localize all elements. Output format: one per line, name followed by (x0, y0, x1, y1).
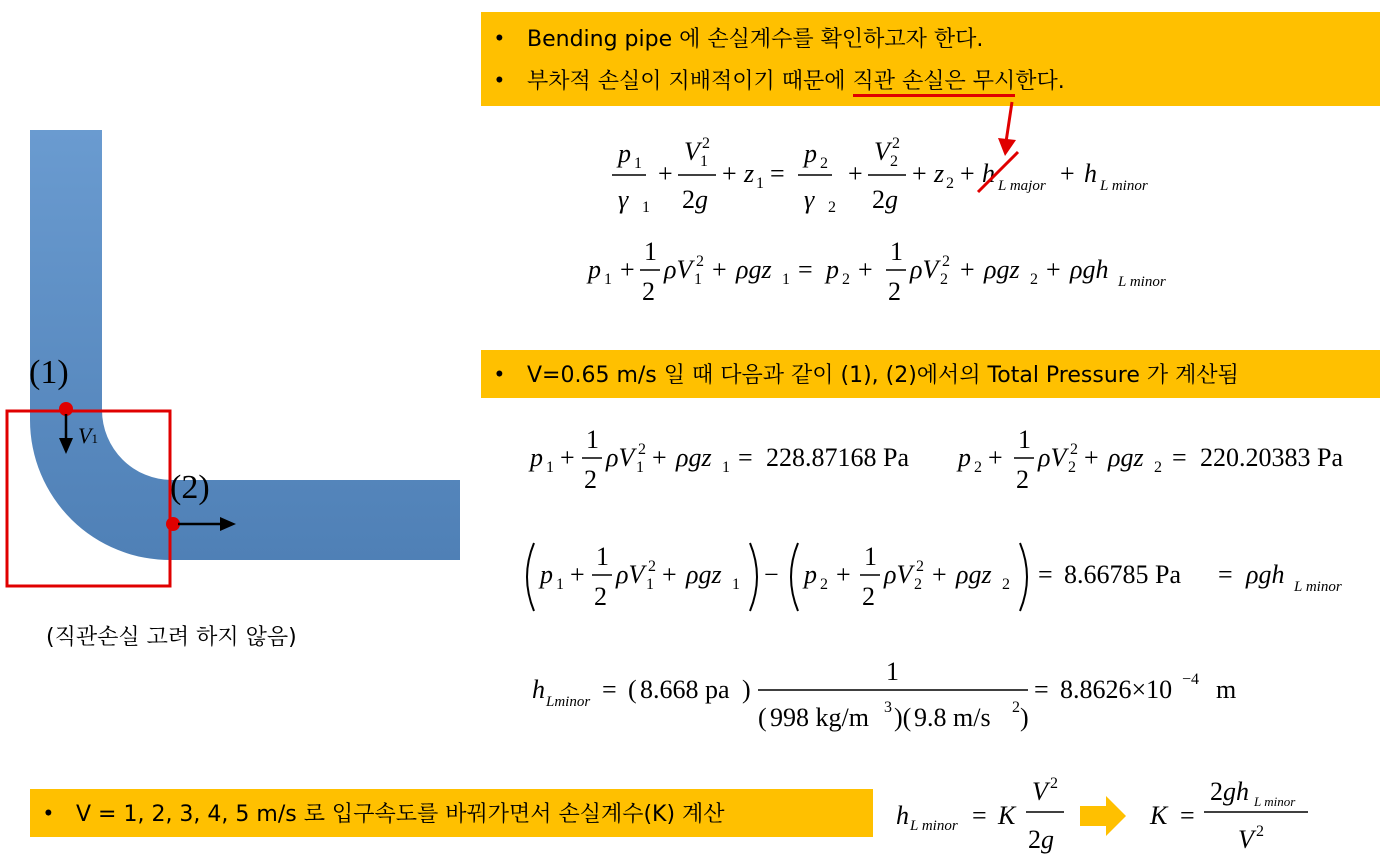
svg-text:ρgh: ρgh (1246, 560, 1285, 589)
svg-text:V: V (684, 137, 700, 166)
svg-text:2: 2 (648, 558, 656, 575)
svg-text:+: + (960, 159, 975, 188)
svg-text:2: 2 (974, 459, 982, 476)
svg-text:2: 2 (1154, 459, 1162, 476)
svg-text:K: K (1150, 801, 1168, 830)
svg-text:1: 1 (636, 459, 644, 476)
svg-text:+: + (1046, 255, 1061, 284)
svg-text:2g: 2g (682, 185, 708, 214)
svg-text:2: 2 (1256, 823, 1264, 840)
svg-text:+: + (722, 159, 737, 188)
svg-text:ρV: ρV (606, 443, 635, 472)
svg-text:2: 2 (916, 558, 924, 575)
svg-text:=: = (1172, 443, 1187, 472)
diagram-caption: (직관손실 고려 하지 않음) (46, 625, 297, 650)
svg-text:2: 2 (696, 253, 704, 270)
svg-text:+: + (712, 255, 727, 284)
total-p2-value: 220.20383 Pa (1200, 443, 1343, 472)
svg-text:1: 1 (890, 237, 903, 266)
svg-text:z: z (934, 159, 945, 188)
svg-text:2: 2 (1016, 465, 1029, 494)
svg-text:2: 2 (638, 441, 646, 458)
svg-text:+: + (1060, 159, 1075, 188)
svg-text:2: 2 (584, 465, 597, 494)
svg-text:K: K (998, 801, 1016, 830)
svg-text:2: 2 (842, 271, 850, 288)
svg-text:−4: −4 (1182, 671, 1200, 688)
svg-text:)(: )( (894, 703, 912, 732)
svg-text:2: 2 (888, 277, 901, 306)
svg-text:L minor: L minor (1254, 794, 1296, 809)
svg-text:p: p (588, 255, 601, 284)
svg-text:2: 2 (892, 135, 900, 152)
svg-text:2: 2 (820, 576, 828, 593)
svg-text:1: 1 (756, 175, 764, 192)
bernoulli-pressure-equation (586, 232, 1196, 319)
svg-text:h: h (532, 675, 545, 704)
svg-text:2: 2 (594, 582, 607, 611)
svg-text:+: + (836, 560, 851, 589)
svg-text:p: p (804, 560, 817, 589)
svg-text:1: 1 (1018, 425, 1031, 454)
svg-text:2: 2 (942, 253, 950, 270)
svg-text:γ: γ (618, 185, 629, 214)
svg-text:1: 1 (642, 199, 650, 216)
bernoulli-head-equation (606, 130, 1206, 227)
svg-text:1: 1 (700, 153, 708, 170)
svg-text:=: = (770, 159, 785, 188)
svg-text:L minor: L minor (1294, 579, 1342, 595)
svg-text:1: 1 (782, 271, 790, 288)
pressure-difference-equation (520, 535, 1350, 626)
svg-text:=: = (972, 801, 987, 830)
svg-text:2: 2 (642, 277, 655, 306)
svg-text:2: 2 (940, 271, 948, 288)
loss-coefficient-formula (894, 770, 1324, 863)
svg-text:2: 2 (1030, 271, 1038, 288)
svg-text:L minor: L minor (1100, 178, 1148, 194)
svg-text:h: h (896, 801, 909, 830)
svg-text:ρV: ρV (910, 255, 939, 284)
svg-text:ρgz: ρgz (686, 560, 722, 589)
svg-text:=: = (1180, 801, 1195, 830)
svg-text:2: 2 (1002, 576, 1010, 593)
svg-text:ρgz: ρgz (676, 443, 712, 472)
ignored-loss-highlight: 직관 손실은 무시 (853, 69, 1016, 97)
svg-text:): ) (1020, 703, 1029, 732)
svg-text:h: h (982, 159, 995, 188)
svg-text:1: 1 (644, 237, 657, 266)
svg-text:+: + (560, 443, 575, 472)
top-banner-line-1: • Bending pipe 에 손실계수를 확인하고자 한다. (495, 25, 984, 52)
svg-text:ρV: ρV (616, 560, 645, 589)
svg-text:2: 2 (702, 135, 710, 152)
svg-text:+: + (858, 255, 873, 284)
top-banner-line-2: • 부차적 손실이 지배적이기 때문에 직관 손실은 무시한다. (495, 64, 1065, 95)
svg-text:+: + (848, 159, 863, 188)
velocity-label: V1 (78, 423, 98, 448)
svg-text:m: m (1216, 675, 1237, 704)
point-1-label: (1) (29, 354, 69, 391)
svg-text:+: + (570, 560, 585, 589)
svg-text:p: p (958, 443, 971, 472)
svg-text:(: ( (758, 703, 767, 732)
point-1-marker (59, 402, 73, 416)
svg-text:=: = (602, 675, 617, 704)
bottom-banner-line: • V = 1, 2, 3, 4, 5 m/s 로 입구속도를 바꿔가면서 손실계수(K) 계산 (44, 800, 725, 827)
svg-text:2: 2 (1050, 775, 1058, 792)
svg-text:1: 1 (604, 271, 612, 288)
svg-text:1: 1 (722, 459, 730, 476)
svg-text:1: 1 (864, 542, 877, 571)
pressure-difference-value: 8.66785 Pa (1064, 560, 1181, 589)
svg-text:p: p (540, 560, 553, 589)
svg-text:=: = (1218, 560, 1233, 589)
svg-text:9.8 m/s: 9.8 m/s (914, 703, 991, 732)
bottom-banner (30, 789, 873, 837)
svg-text:=: = (1034, 675, 1049, 704)
svg-text:=: = (738, 443, 753, 472)
svg-text:h: h (1084, 159, 1097, 188)
mid-banner-line: • V=0.65 m/s 일 때 다음과 같이 (1), (2)에서의 Total Pressure 가 계산됨 (495, 361, 1239, 388)
svg-text:−: − (764, 560, 779, 589)
svg-text:2g: 2g (1028, 825, 1054, 854)
svg-text:3: 3 (884, 699, 892, 716)
svg-text:2: 2 (914, 576, 922, 593)
svg-text:): ) (742, 675, 751, 704)
total-p1-value: 228.87168 Pa (766, 443, 909, 472)
svg-text:ρgz: ρgz (736, 255, 772, 284)
point-2-marker (166, 517, 180, 531)
bend-pipe-diagram (0, 120, 470, 600)
svg-text:+: + (932, 560, 947, 589)
minor-head-loss-value: 8.8626×10 (1060, 675, 1173, 704)
svg-text:L minor: L minor (1118, 274, 1166, 290)
point-2-label: (2) (170, 469, 210, 506)
bend-pipe (30, 130, 460, 560)
svg-text:(: ( (628, 675, 637, 704)
svg-text:2: 2 (820, 155, 828, 172)
svg-text:=: = (1038, 560, 1053, 589)
svg-text:2: 2 (1070, 441, 1078, 458)
svg-text:+: + (912, 159, 927, 188)
svg-text:+: + (652, 443, 667, 472)
svg-text:2: 2 (946, 175, 954, 192)
svg-text:1: 1 (586, 425, 599, 454)
svg-text:V: V (874, 137, 890, 166)
svg-text:1: 1 (634, 155, 642, 172)
svg-text:Lminor: Lminor (546, 694, 591, 710)
svg-text:ρgz: ρgz (1108, 443, 1144, 472)
svg-text:p: p (618, 139, 631, 168)
svg-text:ρgz: ρgz (956, 560, 992, 589)
total-pressure-equations (528, 420, 1378, 507)
svg-text:1: 1 (732, 576, 740, 593)
svg-text:+: + (960, 255, 975, 284)
svg-text:=: = (798, 255, 813, 284)
svg-text:2: 2 (890, 153, 898, 170)
svg-text:ρgh: ρgh (1070, 255, 1109, 284)
svg-text:V: V (1238, 825, 1254, 854)
svg-text:p: p (530, 443, 543, 472)
svg-text:ρgz: ρgz (984, 255, 1020, 284)
top-banner (481, 12, 1380, 106)
svg-text:2: 2 (1068, 459, 1076, 476)
svg-text:1: 1 (886, 657, 899, 686)
svg-text:ρV: ρV (884, 560, 913, 589)
svg-text:2: 2 (1012, 699, 1020, 716)
svg-text:1: 1 (694, 271, 702, 288)
svg-text:2gh: 2gh (1210, 777, 1249, 806)
svg-text:998 kg/m: 998 kg/m (770, 703, 869, 732)
svg-text:γ: γ (804, 185, 815, 214)
svg-text:p: p (826, 255, 839, 284)
major-loss-subscript: L major (998, 178, 1046, 194)
mid-banner (481, 350, 1380, 398)
arrow-right-icon (1080, 796, 1126, 836)
svg-text:1: 1 (596, 542, 609, 571)
svg-text:2: 2 (862, 582, 875, 611)
minor-head-loss-equation (530, 650, 1260, 752)
svg-text:+: + (1084, 443, 1099, 472)
svg-text:ρV: ρV (664, 255, 693, 284)
svg-text:1: 1 (646, 576, 654, 593)
svg-text:z: z (744, 159, 755, 188)
svg-text:2: 2 (828, 199, 836, 216)
svg-text:V: V (1032, 777, 1048, 806)
svg-text:ρV: ρV (1038, 443, 1067, 472)
svg-text:+: + (620, 255, 635, 284)
svg-text:+: + (988, 443, 1003, 472)
svg-text:1: 1 (546, 459, 554, 476)
svg-text:+: + (662, 560, 677, 589)
svg-text:L minor: L minor (910, 818, 958, 834)
svg-text:p: p (804, 139, 817, 168)
svg-text:+: + (658, 159, 673, 188)
svg-text:8.668 pa: 8.668 pa (640, 675, 730, 704)
svg-text:2g: 2g (872, 185, 898, 214)
svg-text:1: 1 (556, 576, 564, 593)
